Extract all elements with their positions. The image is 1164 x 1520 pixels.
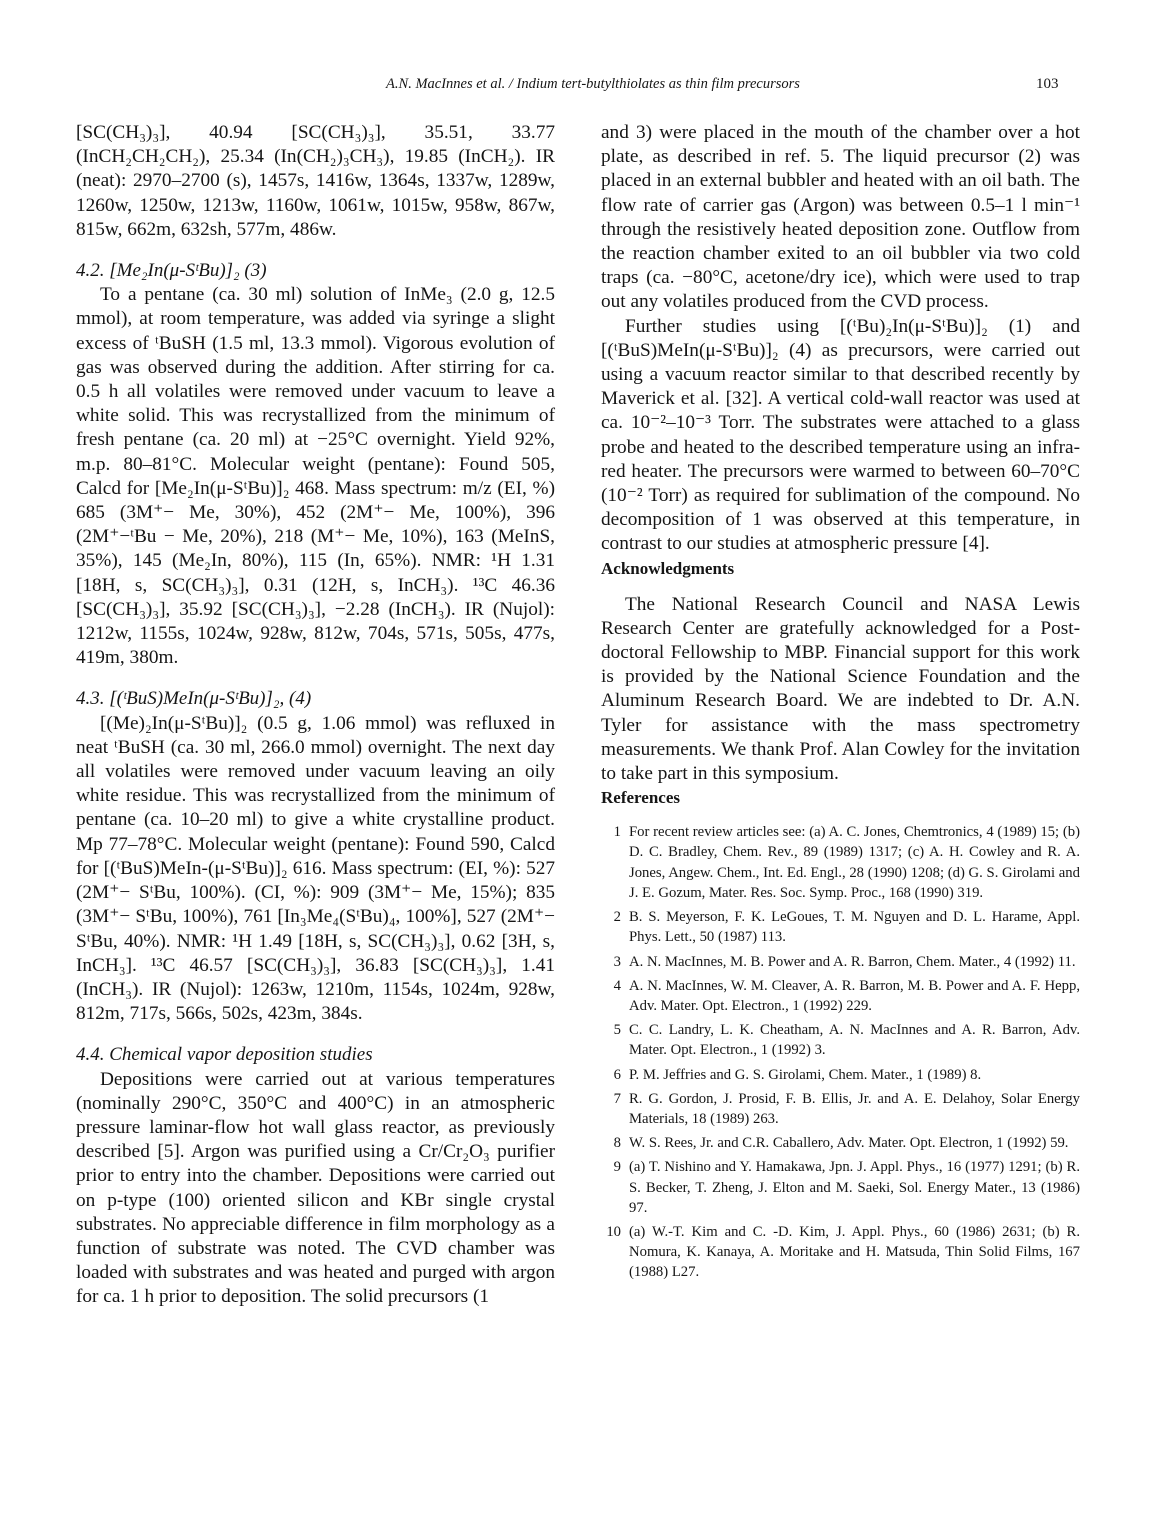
- reference-number: 4: [613, 977, 621, 994]
- reference-number: 7: [613, 1090, 621, 1107]
- reference-item: [601, 1065, 1080, 1085]
- reference-number: 1: [613, 824, 621, 841]
- reference-item: [601, 976, 1080, 1016]
- reference-number: 6: [613, 1066, 621, 1083]
- reference-item: [601, 952, 1080, 972]
- reference-text: A. N. MacInnes, M. B. Power and A. R. Barron, Chem. Mater., 4 (1992) 11.: [629, 953, 1076, 970]
- reference-item: [601, 907, 1080, 947]
- reference-text: For recent review articles see: (a) A. C. Jones, Chemtronics, 4 (1989) 15; (b) D. C. Bradley, Chem. Rev., 89 (1989) 1317; (c) A. H. Cowley and R. A. Jones, Angew. Chem., Int. Ed. Engl., 28 (1990) 1208; (d) G. S. Girolami and J. E. Gozum, Mater. Res. Soc. Symp. Proc., 168 (1990) 319.: [629, 824, 1080, 901]
- reference-number: 9: [613, 1159, 621, 1176]
- reference-number: 3: [613, 953, 621, 970]
- section-heading-4-3: 4.3. [(ᵗBuS)MeIn(μ-SᵗBu)]₂, (4): [76, 688, 312, 710]
- reference-item: [601, 1089, 1080, 1129]
- right-column: [601, 121, 1080, 1287]
- references-heading: References: [601, 788, 680, 808]
- section-heading-4-4: 4.4. Chemical vapor deposition studies: [76, 1044, 373, 1066]
- reference-text: (a) W.-T. Kim and C. -D. Kim, J. Appl. Phys., 60 (1986) 2631; (b) R. Nomura, K. Kanaya, A. Moritake and H. Matsuda, Thin Solid Films, 167 (1988) L27.: [629, 1223, 1080, 1281]
- reference-number: 2: [613, 909, 621, 926]
- running-head: A.N. MacInnes et al. / Indium tert-butylthiolates as thin film precursors: [386, 76, 800, 92]
- reference-number: 8: [613, 1135, 621, 1152]
- paragraph-4-4: Depositions were carried out at various temperatures (nominally 290°C, 350°C and 400°C) in an atmospheric pressure laminar-flow hot wall glass reactor, as previously described [5]. Argon was purified using a Cr/Cr₂O₃ purifier prior to entry into the chamber. Depositions were carried out on p-type (100) oriented silicon and KBr single crystal substrates. No appreciable difference in film morphology as a function of substrate was noted. The CVD chamber was loaded with substrates and was heated and purged with argon for ca. 1 h prior to deposition. The solid precursors (1: [76, 1068, 555, 1308]
- acknowledgments-paragraph: The National Research Council and NASA Lewis Research Center are gratefully acknowledged for a Post-doctoral Fellowship to MBP. Financial support for this work is provided by the National Science Foundation and the Aluminum Research Board. We are indebted to Dr. A.N. Tyler for assistance with the mass spectrometry measurements. We thank Prof. Alan Cowley for the invitation to take part in this symposium.: [601, 593, 1080, 785]
- paragraph-4-2: To a pentane (ca. 30 ml) solution of InMe₃ (2.0 g, 12.5 mmol), at room temperature, was added via syringe a slight excess of ᵗBuSH (1.5 ml, 13.3 mmol). Vigorous evolution of gas was observed during the addition. After stirring for ca. 0.5 h all volatiles were removed under vacuum to leave a white solid. This was recrystallized from the minimum of fresh pentane (ca. 20 ml) at −25°C overnight. Yield 92%, m.p. 80–81°C. Molecular weight (pentane): Found 505, Calcd for [Me₂In(μ-SᵗBu)]₂ 468. Mass spectrum: m/z (EI, %) 685 (3M⁺− Me, 30%), 452 (2M⁺− Me, 100%), 396 (2M⁺−ᵗBu − Me, 20%), 218 (M⁺− Me, 10%), 163 (MeInS, 35%), 145 (Me₂In, 80%), 115 (In, 65%). NMR: ¹H 1.31 [18H, s, SC(CH₃)₃], 0.31 (12H, s, InCH₃). ¹³C 46.36 [SC(CH₃)₃], 35.92 [SC(CH₃)₃], −2.28 (InCH₃). IR (Nujol): 1212w, 1155s, 1024w, 928w, 812w, 704s, 571s, 505s, 477s, 419m, 380m.: [76, 284, 555, 669]
- acknowledgments-heading: Acknowledgments: [601, 558, 735, 578]
- reference-item: [601, 1157, 1080, 1218]
- references-list: [601, 822, 1080, 1282]
- continued-paragraph: [SC(CH₃)₃], 40.94 [SC(CH₃)₃], 35.51, 33.77 (InCH₂CH₂CH₂), 25.34 (In(CH₂)₃CH₃), 19.85 (InCH₂). IR (neat): 2970–2700 (s), 1457s, 1416w, 1364s, 1337w, 1289w, 1260w, 1250w, 1213w, 1160w, 1061w, 1015w, 958w, 867w, 815w, 662m, 632sh, 577m, 486w.: [76, 122, 555, 240]
- reference-item: [601, 1222, 1080, 1283]
- reference-text: C. C. Landry, L. K. Cheatham, A. N. MacInnes and A. R. Barron, Adv. Mater. Opt. Electron., 1 (1992) 3.: [629, 1022, 1080, 1059]
- reference-item: [601, 1133, 1080, 1153]
- paragraph-further-studies: Further studies using [(ᵗBu)₂In(μ-SᵗBu)]₂ (1) and [(ᵗBuS)MeIn(μ-SᵗBu)]₂ (4) as precursors, were carried out using a vacuum reactor similar to that described recently by Maverick et al. [32]. A vertical cold-wall reactor was used at ca. 10⁻²–10⁻³ Torr. The substrates were attached to a glass probe and heated to the described temperature using an infra-red heater. The precursors were warmed to between 60–70°C (10⁻² Torr) as required for sublimation of the compound. No decomposition of 1 was observed at this temperature, in contrast to our studies at atmospheric pressure [4].: [601, 315, 1080, 555]
- paragraph-4-3: [(Me)₂In(μ-SᵗBu)]₂ (0.5 g, 1.06 mmol) was refluxed in neat ᵗBuSH (ca. 30 ml, 266.0 mmol) overnight. The next day all volatiles were removed under vacuum leaving an oily white residue. This was recrystallized from the minimum of pentane (ca. 10–20 ml) to give a white crystalline product. Mp 77–78°C. Molecular weight (pentane): Found 590, Calcd for [(ᵗBuS)MeIn-(μ-SᵗBu)]₂ 616. Mass spectrum: (EI, %): 527 (2M⁺− SᵗBu, 100%). (CI, %): 909 (3M⁺− Me, 15%); 835 (3M⁺− SᵗBu, 100%), 761 [In₃Me₄(SᵗBu)₄, 100%], 527 (2M⁺− SᵗBu, 40%). NMR: ¹H 1.49 [18H, s, SC(CH₃)₃], 0.62 [3H, s, InCH₃]. ¹³C 46.57 [SC(CH₃)₃], 36.83 [SC(CH₃)₃], 1.41 (InCH₃). IR (Nujol): 1263w, 1210m, 1154s, 1024m, 928w, 812m, 717s, 566s, 502s, 423m, 384s.: [76, 712, 555, 1025]
- section-heading-4-2: 4.2. [Me₂In(μ-SᵗBu)]₂ (3): [76, 260, 267, 282]
- reference-text: P. M. Jeffries and G. S. Girolami, Chem. Mater., 1 (1989) 8.: [629, 1066, 982, 1083]
- page-number: 103: [1036, 76, 1059, 92]
- reference-item: [601, 822, 1080, 903]
- reference-number: 5: [613, 1022, 621, 1039]
- reference-text: W. S. Rees, Jr. and C.R. Caballero, Adv. Mater. Opt. Electron, 1 (1992) 59.: [629, 1135, 1069, 1152]
- left-column: [76, 121, 555, 1310]
- reference-text: R. G. Gordon, J. Prosid, F. B. Ellis, Jr. and A. E. Delahoy, Solar Energy Materials, 18 (1989) 263.: [629, 1090, 1080, 1127]
- reference-item: [601, 1020, 1080, 1060]
- reference-text: A. N. MacInnes, W. M. Cleaver, A. R. Barron, M. B. Power and A. F. Hepp, Adv. Mater. Opt. Electron., 1 (1992) 229.: [629, 977, 1080, 1014]
- reference-text: B. S. Meyerson, F. K. LeGoues, T. M. Nguyen and D. L. Harame, Appl. Phys. Lett., 50 (1987) 113.: [629, 909, 1080, 946]
- reference-text: (a) T. Nishino and Y. Hamakawa, Jpn. J. Appl. Phys., 16 (1977) 1291; (b) R. S. Becker, T. Zheng, J. Elton and M. Saeki, Sol. Energy Mater., 13 (1986) 97.: [629, 1159, 1080, 1216]
- continued-paragraph-right: and 3) were placed in the mouth of the chamber over a hot plate, as described in ref. 5. The liquid precursor (2) was placed in an external bubbler and heated with an oil bath. The flow rate of carrier gas (Argon) was between 0.5–1 l min⁻¹ through the resistively heated deposition zone. Outflow from the reaction chamber exited to an oil bubbler via two cold traps (ca. −80°C, acetone/dry ice), which were used to trap out any volatiles produced from the CVD process.: [601, 122, 1080, 313]
- reference-number: 10: [606, 1223, 621, 1240]
